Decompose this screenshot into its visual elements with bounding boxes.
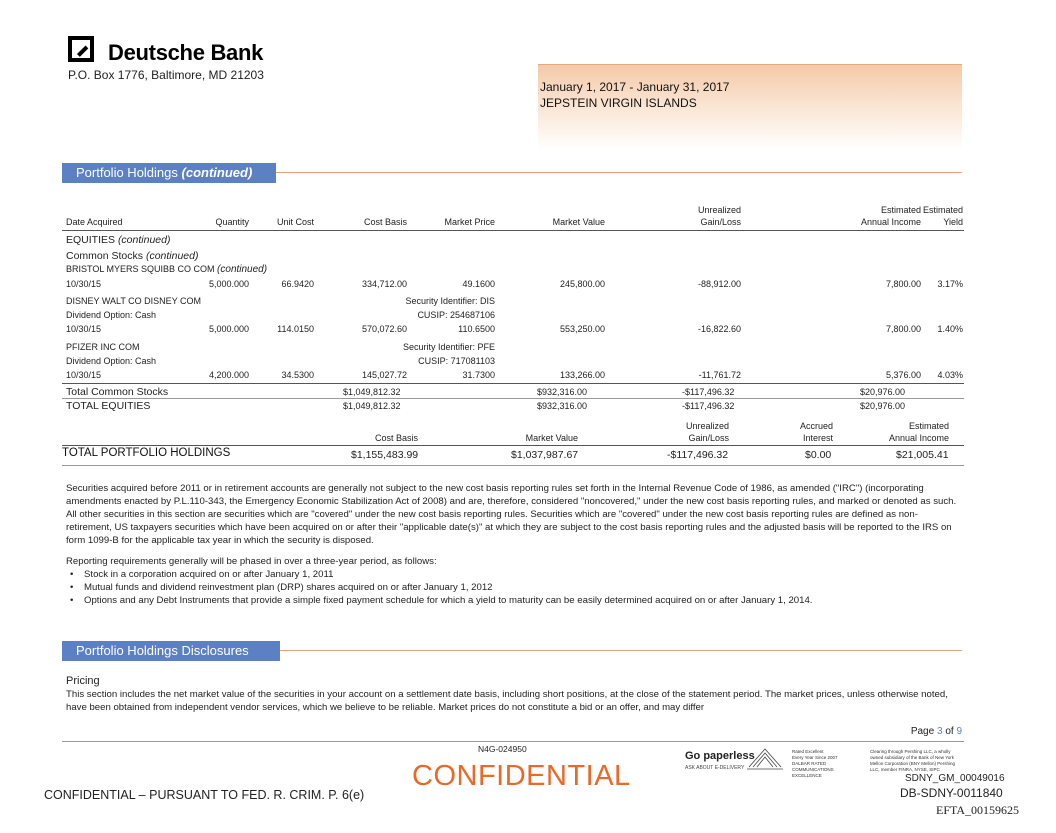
pfe-unit-cost: 34.5300 bbox=[281, 370, 314, 380]
col-header-date: Date Acquired bbox=[66, 217, 123, 227]
col-header-annual-income: Annual Income bbox=[860, 217, 921, 227]
pfe-gain-loss: -11,761.72 bbox=[698, 370, 741, 380]
col-header-gain-loss: Gain/Loss bbox=[700, 217, 741, 227]
pfe-date: 10/30/15 bbox=[66, 370, 102, 380]
bms-market-value: 245,800.00 bbox=[559, 279, 605, 289]
dis-market-value: 553,250.00 bbox=[559, 324, 605, 334]
bates-number-sdny-gm: SDNY_GM_00049016 bbox=[905, 773, 1005, 784]
pfe-cusip: CUSIP: 717081103 bbox=[418, 356, 495, 366]
bullet-options: • Options and any Debt Instruments that provide a simple fixed payment schedule for which a yield to maturity can be easily determined acquired on or after January 1, 2014. bbox=[84, 594, 960, 607]
dis-cusip: CUSIP: 254687106 bbox=[417, 310, 495, 320]
total-equities-income: $20,976.00 bbox=[860, 401, 906, 411]
total-equities-basis: $1,049,812.32 bbox=[343, 401, 401, 411]
dis-unit-cost: 114.0150 bbox=[277, 324, 314, 334]
col-header-quantity: Quantity bbox=[215, 217, 249, 227]
section-header-disclosures: Portfolio Holdings Disclosures bbox=[62, 641, 280, 661]
bms-unit-cost: 66.9420 bbox=[281, 279, 314, 289]
pfe-cost-basis: 145,027.72 bbox=[361, 370, 407, 380]
total-common-stocks-label: Total Common Stocks bbox=[66, 386, 169, 398]
summary-header-cost-basis: Cost Basis bbox=[374, 433, 418, 443]
page-indicator: Page 3 of 9 bbox=[910, 726, 962, 737]
section-header-portfolio-holdings: Portfolio Holdings (continued) bbox=[62, 163, 276, 183]
summary-header-interest: Interest bbox=[802, 433, 833, 443]
go-paperless-sub: ASK ABOUT E-DELIVERY bbox=[685, 765, 745, 771]
col-header-cost-basis: Cost Basis bbox=[363, 217, 407, 227]
total-portfolio-basis: $1,155,483.99 bbox=[351, 449, 419, 461]
bms-quantity: 5,000.000 bbox=[208, 279, 249, 289]
bullet-mutual-funds: • Mutual funds and dividend reinvestment plan (DRP) shares acquired on or after January 1, 2012 bbox=[84, 581, 960, 594]
deutsche-bank-logo-icon bbox=[68, 36, 94, 62]
total-equities-gain: -$117,496.32 bbox=[682, 401, 735, 411]
dis-yield: 1.40% bbox=[937, 324, 963, 334]
total-equities-label: TOTAL EQUITIES bbox=[66, 400, 151, 412]
brand-address: P.O. Box 1776, Baltimore, MD 21203 bbox=[68, 68, 264, 82]
bms-gain-loss: -88,912.00 bbox=[697, 279, 741, 289]
equities-heading: EQUITIES (continued) bbox=[66, 234, 171, 246]
statement-period-box bbox=[538, 64, 962, 149]
common-stocks-heading: Common Stocks (continued) bbox=[66, 250, 199, 262]
confidential-notice: CONFIDENTIAL – PURSUANT TO FED. R. CRIM. P. 6(e) bbox=[44, 788, 365, 802]
dis-market-price: 110.6500 bbox=[458, 324, 495, 334]
summary-header-estimated: Estimated bbox=[908, 421, 949, 431]
total-equities-value: $932,316.00 bbox=[537, 401, 588, 411]
bms-market-price: 49.1600 bbox=[462, 279, 495, 289]
col-header-market-value: Market Value bbox=[552, 217, 605, 227]
pfe-security-identifier: Security Identifier: PFE bbox=[402, 342, 495, 352]
pfe-quantity: 4,200.000 bbox=[208, 370, 249, 380]
bms-yield: 3.17% bbox=[937, 279, 963, 289]
total-portfolio-income: $21,005.41 bbox=[896, 449, 949, 461]
total-common-income: $20,976.00 bbox=[860, 387, 906, 397]
pfe-market-value: 133,266.00 bbox=[559, 370, 605, 380]
bms-income: 7,800.00 bbox=[885, 279, 921, 289]
summary-header-gain-loss: Gain/Loss bbox=[688, 433, 729, 443]
section-rule-2 bbox=[280, 650, 962, 651]
account-name: JEPSTEIN VIRGIN ISLANDS bbox=[540, 96, 697, 110]
col-header-market-price: Market Price bbox=[444, 217, 495, 227]
pricing-title: Pricing bbox=[66, 675, 100, 687]
summary-header-unrealized: Unrealized bbox=[685, 421, 729, 431]
dis-income: 7,800.00 bbox=[885, 324, 921, 334]
summary-divider bbox=[62, 445, 964, 446]
col-header-unit-cost: Unit Cost bbox=[276, 217, 314, 227]
statement-period: January 1, 2017 - January 31, 2017 bbox=[540, 80, 730, 94]
pfe-dividend-option: Dividend Option: Cash bbox=[66, 356, 157, 366]
dis-gain-loss: -16,822.60 bbox=[697, 324, 741, 334]
total-portfolio-gain: -$117,496.32 bbox=[667, 449, 729, 461]
total-portfolio-value: $1,037,987.67 bbox=[511, 449, 579, 461]
total-portfolio-label: TOTAL PORTFOLIO HOLDINGS bbox=[62, 447, 231, 459]
summary-header-annual-income: Annual Income bbox=[888, 433, 949, 443]
pricing-text: This section includes the net market value of the securities in your account on a settlement date basis, including short positions, at the close of the statement period. The market prices, unless otherwise noted, have been obtained from independent vendor services, which we believe to be reliable. Market prices do not constitute a bid or an offer, and may differ bbox=[66, 689, 948, 713]
security-name-bms: BRISTOL MYERS SQUIBB CO COM (continued) bbox=[66, 264, 268, 275]
document-code: N4G-024950 bbox=[478, 744, 527, 754]
cost-basis-note: Securities acquired before 2011 or in retirement accounts are generally not subject to the new cost basis reporting rules set forth in the Internal Revenue Code of 1986, as amended ("IRC") (incorporating amendments enacted by P.L.110-343, the Emergency Economic Stabilization Act of 2008) and are, therefore, considered "noncovered," under the new cost basis reporting rules, and marked or denoted as such. All other securities in this section are securities which are "covered" under the new cost basis reporting rules. Securities which are "covered" under the new cost basis reporting rules are defined as non-retirement, US taxpayers securities which have been acquired on or after their "applicable date(s)" at which they are subject to the cost basis reporting rules and the adjusted basis will be reported to the IRS on form 1099-B for the applicable tax year in which the security is disposed. bbox=[66, 483, 957, 546]
dis-cost-basis: 570,072.60 bbox=[361, 324, 407, 334]
section-rule bbox=[276, 172, 962, 173]
col-header-unrealized: Unrealized bbox=[697, 205, 741, 215]
total-divider bbox=[62, 398, 964, 399]
col-header-yield: Yield bbox=[943, 217, 963, 227]
efta-number: EFTA_00159625 bbox=[936, 803, 1020, 817]
bms-date: 10/30/15 bbox=[66, 279, 102, 289]
bates-number-db-sdny: DB-SDNY-0011840 bbox=[900, 786, 1003, 800]
col-header-estimated-yield: Estimated bbox=[922, 205, 963, 215]
total-common-value: $932,316.00 bbox=[537, 387, 588, 397]
total-common-gain: -$117,496.32 bbox=[682, 387, 735, 397]
confidential-stamp: CONFIDENTIAL bbox=[412, 760, 631, 792]
go-paperless-label: Go paperless bbox=[685, 750, 755, 762]
summary-header-market-value: Market Value bbox=[525, 433, 578, 443]
portfolio-divider bbox=[62, 465, 964, 466]
subtotal-divider bbox=[62, 383, 964, 384]
pershing-clearing-text: Clearing through Pershing LLC, a wholly owned subsidiary of the Bank of New York Mellon Corporation (BNY Mellon) Pershing LLC, member FINRA, NYSE, SIPC bbox=[870, 749, 955, 772]
dis-dividend-option: Dividend Option: Cash bbox=[66, 310, 157, 320]
security-name-dis: DISNEY WALT CO DISNEY COM bbox=[66, 296, 202, 306]
pfe-yield: 4.03% bbox=[937, 370, 963, 380]
bms-cost-basis: 334,712.00 bbox=[361, 279, 407, 289]
header-divider bbox=[62, 230, 964, 231]
dalbar-award-text: Rated Excellent Every Year Since 2007 DALBAR RATED COMMUNICATIONS EXCELLENCE bbox=[792, 749, 838, 778]
dis-security-identifier: Security Identifier: DIS bbox=[405, 296, 495, 306]
pfe-income: 5,376.00 bbox=[885, 370, 921, 380]
reporting-requirements-note: Reporting requirements generally will be phased in over a three-year period, as follows: bbox=[66, 556, 437, 567]
summary-header-accrued: Accrued bbox=[799, 421, 833, 431]
dis-date: 10/30/15 bbox=[66, 324, 102, 334]
brand-name: Deutsche Bank bbox=[108, 40, 264, 65]
col-header-estimated-income: Estimated bbox=[880, 205, 921, 215]
total-common-basis: $1,049,812.32 bbox=[343, 387, 401, 397]
total-portfolio-accrued: $0.00 bbox=[805, 449, 832, 461]
security-name-pfe: PFIZER INC COM bbox=[66, 342, 140, 352]
dalbar-award-icon bbox=[745, 745, 785, 773]
footer-divider bbox=[62, 741, 964, 742]
dis-quantity: 5,000.000 bbox=[208, 324, 249, 334]
bullet-stock: • Stock in a corporation acquired on or after January 1, 2011 bbox=[84, 568, 960, 581]
pfe-market-price: 31.7300 bbox=[462, 370, 495, 380]
